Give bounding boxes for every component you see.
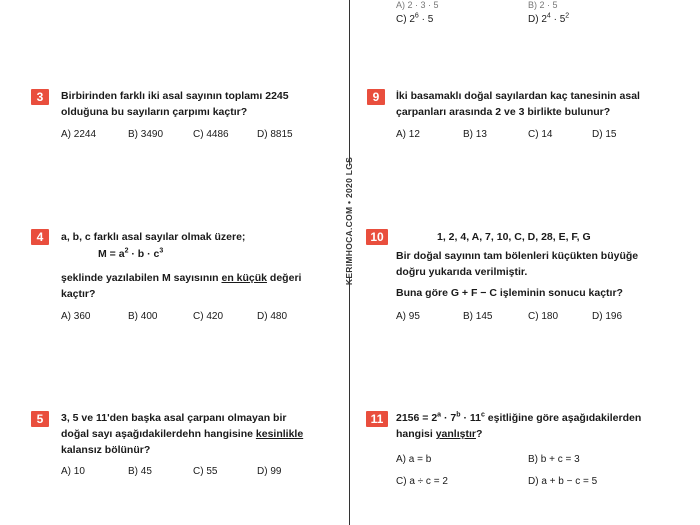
question-11-text: $2156 = 2^a \cdot 7^b \cdot 11^c$ eşitliğine göre aşağıdakilerden hangisi yanlıştır? xyxy=(396,411,642,440)
q4-option-c[interactable]: C) 420 xyxy=(193,311,224,322)
q11-option-d[interactable]: D) a + b − c = 5 xyxy=(528,476,598,487)
question-4-formula: $M = a^2 \cdot b \cdot c^3$ xyxy=(98,247,164,260)
question-4-text: şeklinde yazılabilen M sayısının en küçük değeri kaçtır? xyxy=(61,272,302,300)
q10-option-a[interactable]: A) 95 xyxy=(396,311,420,322)
q9-option-b[interactable]: B) 13 xyxy=(463,129,487,140)
q11-option-b[interactable]: B) b + c = 3 xyxy=(528,454,580,465)
watermark-label: KERIMHOCA.COM • 2020 LGS xyxy=(342,165,357,277)
q5-option-b[interactable]: B) 45 xyxy=(128,466,152,477)
q9-option-a[interactable]: A) 12 xyxy=(396,129,420,140)
q4-option-b[interactable]: B) 400 xyxy=(128,311,158,322)
question-number-10: 10 xyxy=(366,229,388,245)
q4-option-d[interactable]: D) 480 xyxy=(257,311,288,322)
cropped-option-a: A) 2 · 3 · 5 xyxy=(396,0,439,10)
q11-option-c[interactable]: C) a ÷ c = 2 xyxy=(396,476,448,487)
question-5-text: 3, 5 ve 11'den başka asal çarpanı olmayan bir doğal sayı aşağıdakilerdehn hangisine kesinlikle kalansız bölünür? xyxy=(61,412,304,456)
question-10-text: Bir doğal sayının tam bölenleri küçükten büyüğe doğru yukarıda verilmiştir. xyxy=(396,250,639,278)
question-number-5: 5 xyxy=(31,411,49,427)
q10-option-d[interactable]: D) 196 xyxy=(592,311,623,322)
question-4-line1: a, b, c farklı asal sayılar olmak üzere; xyxy=(61,231,246,243)
option-d-top[interactable]: D) $2^4 \cdot 5^2$ xyxy=(528,12,570,25)
q3-option-d[interactable]: D) 8815 xyxy=(257,129,293,140)
q10-option-c[interactable]: C) 180 xyxy=(528,311,559,322)
q11-option-a[interactable]: A) a = b xyxy=(396,454,432,465)
q5-option-d[interactable]: D) 99 xyxy=(257,466,282,477)
question-10-ask: Buna göre G + F − C işleminin sonucu kaçtır? xyxy=(396,287,623,299)
question-number-11: 11 xyxy=(366,411,388,427)
question-10-sequence: 1, 2, 4, A, 7, 10, C, D, 28, E, F, G xyxy=(437,231,591,243)
question-3-text: Birbirinden farklı iki asal sayının toplamı 2245 olduğuna bu sayıların çarpımı kaçtır? xyxy=(61,90,289,118)
q3-option-c[interactable]: C) 4486 xyxy=(193,129,229,140)
question-number-9: 9 xyxy=(367,89,385,105)
option-c-top[interactable]: C) $2^6 \cdot 5$ xyxy=(396,12,434,25)
q3-option-b[interactable]: B) 3490 xyxy=(128,129,164,140)
q5-option-a[interactable]: A) 10 xyxy=(61,466,85,477)
question-9-text: İki basamaklı doğal sayılardan kaç tanesinin asal çarpanları arasında 2 ve 3 birlikte bulunur? xyxy=(396,90,640,118)
question-number-4: 4 xyxy=(31,229,49,245)
question-number-3: 3 xyxy=(31,89,49,105)
q3-option-a[interactable]: A) 2244 xyxy=(61,129,97,140)
q4-option-a[interactable]: A) 360 xyxy=(61,311,91,322)
q9-option-c[interactable]: C) 14 xyxy=(528,129,553,140)
cropped-option-b: B) 2 · 5 xyxy=(528,0,558,10)
q9-option-d[interactable]: D) 15 xyxy=(592,129,617,140)
q10-option-b[interactable]: B) 145 xyxy=(463,311,493,322)
q5-option-c[interactable]: C) 55 xyxy=(193,466,218,477)
